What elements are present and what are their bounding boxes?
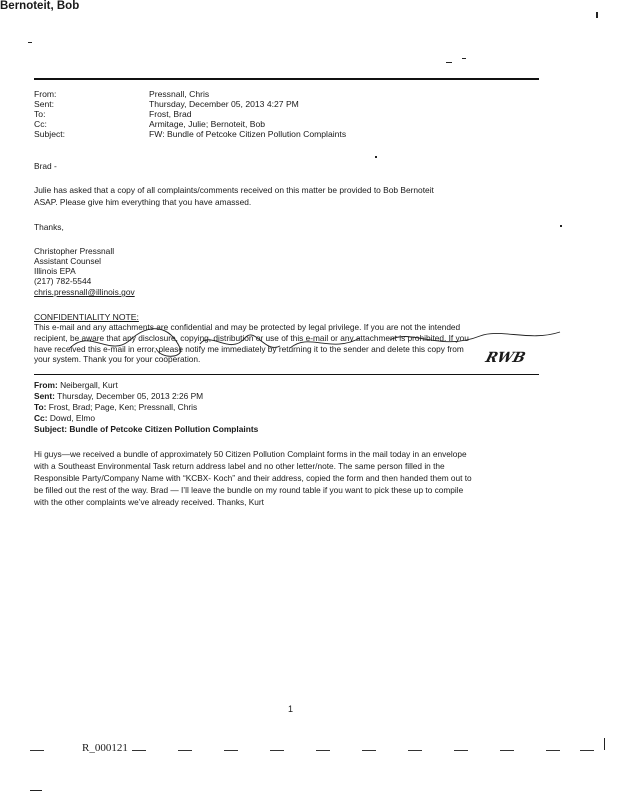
forwarded-value: Dowd, Elmo <box>49 413 95 423</box>
scan-dash <box>580 750 594 751</box>
scan-dash <box>132 750 146 751</box>
header-label: From: <box>34 89 57 99</box>
header-rule <box>34 78 539 80</box>
scan-dash <box>270 750 284 751</box>
forwarded-row-cc <box>34 413 95 424</box>
signature-line: Assistant Counsel <box>34 256 102 266</box>
scan-speck <box>446 62 452 63</box>
forwarded-label: Cc: <box>34 413 48 423</box>
thanks-line: Thanks, <box>34 222 64 232</box>
header-label: Cc: <box>34 119 47 129</box>
forwarded-value: Bundle of Petcoke Citizen Pollution Complaints <box>69 424 259 434</box>
forwarded-body-line: Responsible Party/Company Name with “KCBX- Koch” and their address, copied the form and then handed them out to <box>34 473 472 483</box>
header-value: Pressnall, Chris <box>149 89 210 99</box>
confidentiality-title: CONFIDENTIALITY NOTE: <box>34 312 139 322</box>
forward-rule <box>34 374 539 375</box>
scan-dash <box>408 750 422 751</box>
forwarded-body-line: be filled out the rest of the way. Brad — I’ll leave the bundle on my round table if you want to pick these up to compile <box>34 485 464 495</box>
body-line: Julie has asked that a copy of all complaints/comments received on this matter be provided to Bob Bernoteit <box>34 185 434 195</box>
forwarded-body-line: Hi guys—we received a bundle of approximately 50 Citizen Pollution Complaint forms in the mail today in an envelope <box>34 449 467 459</box>
forwarded-body-line: with the other complaints we’ve already received. Thanks, Kurt <box>34 497 264 507</box>
header-value: Armitage, Julie; Bernoteit, Bob <box>149 119 266 129</box>
confidentiality-line: recipient, be aware that any disclosure, copying, distribution or use of this e-mail or any attachment is prohibited. If you <box>34 333 469 343</box>
forwarded-row-to <box>34 402 197 413</box>
scan-dash <box>454 750 468 751</box>
greeting: Brad - <box>34 161 57 171</box>
scan-speck <box>604 738 605 750</box>
confidentiality-line: your system. Thank you for your cooperation. <box>34 354 201 364</box>
forwarded-body-line: with a Southeast Environmental Task return address label and no other letter/note. The same person filled in the <box>34 461 445 471</box>
forwarded-value: Frost, Brad; Page, Ken; Pressnall, Chris <box>48 402 198 412</box>
signature-line: (217) 782-5544 <box>34 276 92 286</box>
scan-dash <box>224 750 238 751</box>
header-value: FW: Bundle of Petcoke Citizen Pollution Complaints <box>149 129 347 139</box>
scan-dash <box>178 750 192 751</box>
scan-dash <box>500 750 514 751</box>
bates-number: R_000121 <box>82 742 128 754</box>
scan-dash <box>30 750 44 751</box>
forwarded-label: Subject: <box>34 424 68 434</box>
header-label: Subject: <box>34 129 66 139</box>
handwritten-initials: RWB <box>483 350 528 366</box>
recipient-name: Bernoteit, Bob <box>0 0 80 12</box>
forwarded-label: To: <box>34 402 47 412</box>
body-line: ASAP. Please give him everything that you have amassed. <box>34 197 252 207</box>
forwarded-label: Sent: <box>34 391 55 401</box>
header-label: To: <box>34 109 46 119</box>
forwarded-value: Thursday, December 05, 2013 2:26 PM <box>57 391 204 401</box>
confidentiality-line: This e-mail and any attachments are confidential and may be protected by legal privilege. If you are not the intended <box>34 322 461 332</box>
forwarded-row-from <box>34 380 118 391</box>
forwarded-label: From: <box>34 380 58 390</box>
header-value: Frost, Brad <box>149 109 192 119</box>
page-number: 1 <box>288 704 294 714</box>
header-value: Thursday, December 05, 2013 4:27 PM <box>149 99 299 109</box>
confidentiality-line: have received this e-mail in error, please notify me immediately by returning it to the sender and delete this copy from <box>34 344 464 354</box>
scan-speck <box>462 58 466 59</box>
forwarded-row-sent <box>34 391 203 402</box>
scan-speck <box>375 156 377 158</box>
scan-dash <box>316 750 330 751</box>
header-label: Sent: <box>34 99 55 109</box>
forwarded-row-subject <box>34 424 258 435</box>
scan-speck <box>560 225 562 227</box>
scan-speck <box>596 12 598 18</box>
scan-speck <box>28 42 32 43</box>
signature-line: Christopher Pressnall <box>34 246 115 256</box>
forwarded-value: Neibergall, Kurt <box>60 380 118 390</box>
scan-speck <box>30 790 42 791</box>
signature-line: Illinois EPA <box>34 266 76 276</box>
scan-dash <box>362 750 376 751</box>
scan-dash <box>546 750 560 751</box>
signature-email: chris.pressnall@illinois.gov <box>34 287 135 297</box>
